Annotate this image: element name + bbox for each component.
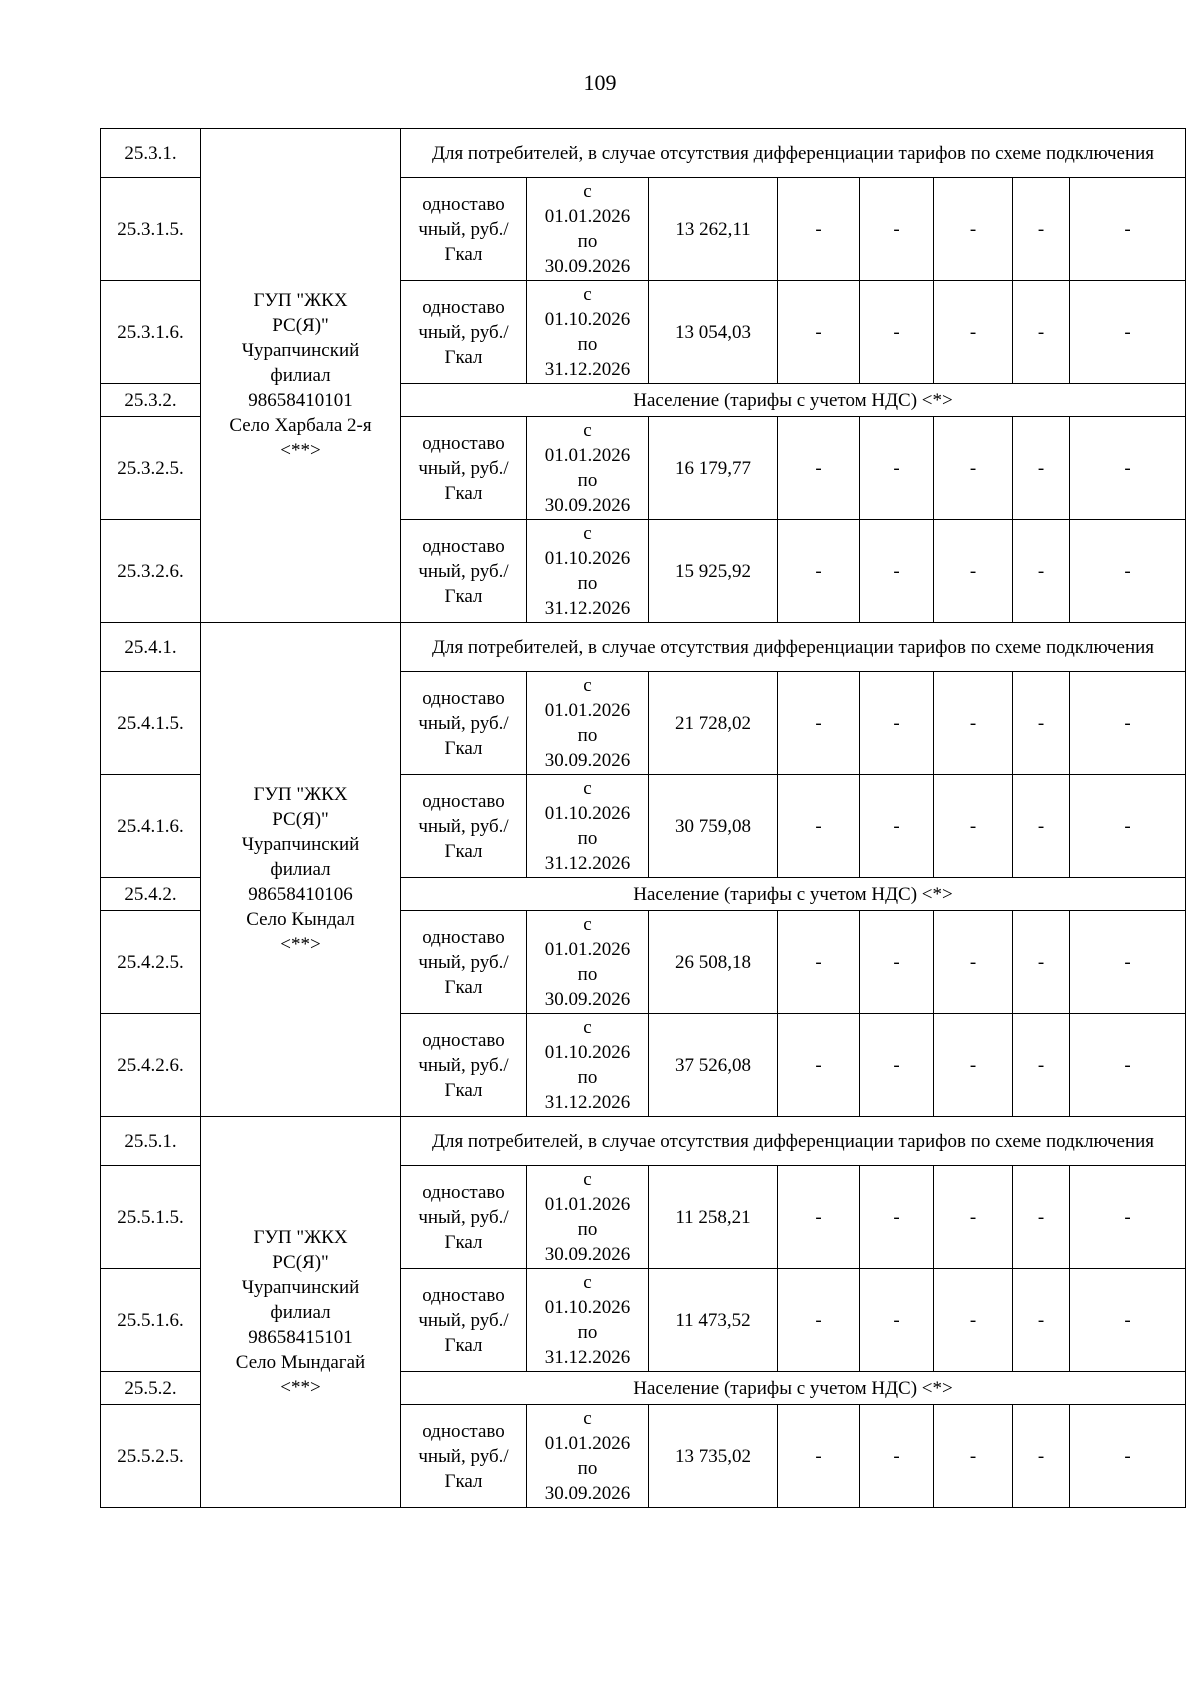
empty-value-cell: - xyxy=(778,417,860,520)
period-line: с xyxy=(583,778,592,799)
period-line: с xyxy=(583,1169,592,1190)
empty-value-cell: - xyxy=(1013,672,1070,775)
empty-value-cell: - xyxy=(860,911,934,1014)
empty-value-cell: - xyxy=(1070,911,1186,1014)
empty-value-cell: - xyxy=(860,775,934,878)
period-line: 01.10.2026 xyxy=(544,1297,631,1318)
tariff-type: одноставо чный, руб./Гкал xyxy=(401,178,527,281)
empty-value-cell: - xyxy=(778,281,860,384)
period-line: 30.09.2026 xyxy=(544,750,631,771)
period-line: 30.09.2026 xyxy=(544,256,631,277)
tariff-period xyxy=(527,1405,649,1508)
section-code: 25.5.2. xyxy=(101,1372,201,1405)
tariff-period xyxy=(527,775,649,878)
tariff-value: 30 759,08 xyxy=(649,775,778,878)
tariff-type: одноставо чный, руб./Гкал xyxy=(401,911,527,1014)
empty-value-cell: - xyxy=(778,1014,860,1117)
organization-cell xyxy=(201,129,401,623)
section-header-row xyxy=(101,623,1186,672)
row-code: 25.3.1.6. xyxy=(101,281,201,384)
empty-value-cell: - xyxy=(1013,1405,1070,1508)
period-line: 31.12.2026 xyxy=(544,359,631,380)
period-line: 31.12.2026 xyxy=(544,1092,631,1113)
empty-value-cell: - xyxy=(1070,672,1186,775)
empty-value-cell: - xyxy=(860,1269,934,1372)
period-line: 30.09.2026 xyxy=(544,495,631,516)
empty-value-cell: - xyxy=(1070,178,1186,281)
empty-value-cell: - xyxy=(1013,1269,1070,1372)
section-code: 25.3.1. xyxy=(101,129,201,178)
organization-line: <**> xyxy=(280,440,321,461)
row-code: 25.4.2.5. xyxy=(101,911,201,1014)
period-line: по xyxy=(577,1458,598,1479)
organization-line: ГУП "ЖКХ xyxy=(253,784,348,805)
organization-line: филиал xyxy=(270,859,331,880)
empty-value-cell: - xyxy=(860,1405,934,1508)
empty-value-cell: - xyxy=(934,1166,1013,1269)
period-line: 01.10.2026 xyxy=(544,309,631,330)
section-code: 25.5.1. xyxy=(101,1117,201,1166)
tariff-type: одноставо чный, руб./Гкал xyxy=(401,520,527,623)
tariff-period xyxy=(527,672,649,775)
organization-line: Чурапчинский xyxy=(241,834,360,855)
period-line: по xyxy=(577,231,598,252)
empty-value-cell: - xyxy=(1013,1014,1070,1117)
period-line: 01.01.2026 xyxy=(544,700,631,721)
tariff-type: одноставо чный, руб./Гкал xyxy=(401,1166,527,1269)
tariff-period xyxy=(527,281,649,384)
organization-line: ГУП "ЖКХ xyxy=(253,1226,348,1248)
organization-line: РС(Я)" xyxy=(272,1251,329,1273)
period-line: с xyxy=(583,284,592,305)
empty-value-cell: - xyxy=(1070,1014,1186,1117)
tariff-value: 16 179,77 xyxy=(649,417,778,520)
empty-value-cell: - xyxy=(934,911,1013,1014)
period-line: 30.09.2026 xyxy=(544,1483,631,1504)
section-title: Население (тарифы с учетом НДС) <*> xyxy=(401,384,1186,417)
empty-value-cell: - xyxy=(934,672,1013,775)
empty-value-cell: - xyxy=(860,281,934,384)
tariff-value: 13 262,11 xyxy=(649,178,778,281)
row-code: 25.3.2.6. xyxy=(101,520,201,623)
organization-line: РС(Я)" xyxy=(272,315,329,336)
section-title: Население (тарифы с учетом НДС) <*> xyxy=(401,878,1186,911)
empty-value-cell: - xyxy=(860,178,934,281)
period-line: 30.09.2026 xyxy=(544,1244,631,1265)
empty-value-cell: - xyxy=(778,520,860,623)
empty-value-cell: - xyxy=(934,281,1013,384)
tariff-value: 11 258,21 xyxy=(649,1166,778,1269)
period-line: с xyxy=(583,675,592,696)
period-line: 31.12.2026 xyxy=(544,853,631,874)
tariff-body xyxy=(101,129,1186,1508)
period-line: 01.10.2026 xyxy=(544,803,631,824)
page-number: 109 xyxy=(583,70,617,95)
tariff-type: одноставо чный, руб./Гкал xyxy=(401,672,527,775)
period-line: 01.01.2026 xyxy=(544,1194,631,1215)
empty-value-cell: - xyxy=(934,1014,1013,1117)
period-line: по xyxy=(577,828,598,849)
empty-value-cell: - xyxy=(1070,775,1186,878)
tariff-type: одноставо чный, руб./Гкал xyxy=(401,775,527,878)
tariff-value: 11 473,52 xyxy=(649,1269,778,1372)
empty-value-cell: - xyxy=(1013,1166,1070,1269)
tariff-type: одноставо чный, руб./Гкал xyxy=(401,281,527,384)
row-code: 25.3.2.5. xyxy=(101,417,201,520)
period-line: 01.01.2026 xyxy=(544,939,631,960)
row-code: 25.3.1.5. xyxy=(101,178,201,281)
organization-line: филиал xyxy=(270,1301,331,1323)
row-code: 25.4.1.5. xyxy=(101,672,201,775)
row-code: 25.5.1.6. xyxy=(101,1269,201,1372)
empty-value-cell: - xyxy=(778,911,860,1014)
empty-value-cell: - xyxy=(1013,417,1070,520)
section-code: 25.4.1. xyxy=(101,623,201,672)
period-line: по xyxy=(577,470,598,491)
tariff-period xyxy=(527,1269,649,1372)
period-line: с xyxy=(583,914,592,935)
organization-line: РС(Я)" xyxy=(272,809,329,830)
tariff-value: 21 728,02 xyxy=(649,672,778,775)
period-line: по xyxy=(577,1322,598,1343)
tariff-value: 26 508,18 xyxy=(649,911,778,1014)
empty-value-cell: - xyxy=(778,1166,860,1269)
tariff-value: 13 735,02 xyxy=(649,1405,778,1508)
period-line: по xyxy=(577,1067,598,1088)
section-header-row xyxy=(101,1117,1186,1166)
section-code: 25.3.2. xyxy=(101,384,201,417)
empty-value-cell: - xyxy=(1070,281,1186,384)
empty-value-cell: - xyxy=(1013,775,1070,878)
period-line: с xyxy=(583,1017,592,1038)
empty-value-cell: - xyxy=(860,1166,934,1269)
row-code: 25.4.2.6. xyxy=(101,1014,201,1117)
period-line: с xyxy=(583,523,592,544)
empty-value-cell: - xyxy=(1013,520,1070,623)
organization-line: <**> xyxy=(280,1376,321,1398)
period-line: с xyxy=(583,420,592,441)
period-line: с xyxy=(583,1272,592,1293)
empty-value-cell: - xyxy=(934,417,1013,520)
empty-value-cell: - xyxy=(1013,911,1070,1014)
tariff-type: одноставо чный, руб./Гкал xyxy=(401,1405,527,1508)
tariff-value: 15 925,92 xyxy=(649,520,778,623)
organization-line: Село Мындагай xyxy=(235,1351,366,1373)
period-line: 01.10.2026 xyxy=(544,548,631,569)
organization-line: Чурапчинский xyxy=(241,340,360,361)
period-line: 01.10.2026 xyxy=(544,1042,631,1063)
period-line: 31.12.2026 xyxy=(544,598,631,619)
organization-line: 98658410106 xyxy=(248,884,353,905)
period-line: по xyxy=(577,334,598,355)
empty-value-cell: - xyxy=(934,1405,1013,1508)
period-line: по xyxy=(577,964,598,985)
section-title: Для потребителей, в случае отсутствия дифференциации тарифов по схеме подключения xyxy=(401,1117,1186,1166)
empty-value-cell: - xyxy=(1070,520,1186,623)
organization-line: Село Харбала 2-я xyxy=(229,415,372,436)
tariff-period xyxy=(527,417,649,520)
period-line: 01.01.2026 xyxy=(544,445,631,466)
empty-value-cell: - xyxy=(1013,281,1070,384)
tariff-table xyxy=(100,128,1186,1508)
organization-line: Село Кындал xyxy=(246,909,355,930)
section-title: Для потребителей, в случае отсутствия дифференциации тарифов по схеме подключения xyxy=(401,623,1186,672)
empty-value-cell: - xyxy=(1013,178,1070,281)
period-line: по xyxy=(577,1219,598,1240)
organization-line: 98658410101 xyxy=(248,390,353,411)
section-title: Население (тарифы с учетом НДС) <*> xyxy=(401,1372,1186,1405)
empty-value-cell: - xyxy=(778,775,860,878)
tariff-value: 37 526,08 xyxy=(649,1014,778,1117)
empty-value-cell: - xyxy=(1070,417,1186,520)
organization-cell xyxy=(201,623,401,1117)
tariff-type: одноставо чный, руб./Гкал xyxy=(401,1269,527,1372)
tariff-type: одноставо чный, руб./Гкал xyxy=(401,1014,527,1117)
empty-value-cell: - xyxy=(860,1014,934,1117)
empty-value-cell: - xyxy=(1070,1269,1186,1372)
empty-value-cell: - xyxy=(778,1269,860,1372)
empty-value-cell: - xyxy=(860,520,934,623)
row-code: 25.5.1.5. xyxy=(101,1166,201,1269)
empty-value-cell: - xyxy=(934,775,1013,878)
organization-line: 98658415101 xyxy=(248,1326,353,1348)
tariff-period xyxy=(527,1166,649,1269)
empty-value-cell: - xyxy=(1070,1405,1186,1508)
organization-line: филиал xyxy=(270,365,331,386)
tariff-type: одноставо чный, руб./Гкал xyxy=(401,417,527,520)
period-line: 31.12.2026 xyxy=(544,1347,631,1368)
section-code: 25.4.2. xyxy=(101,878,201,911)
empty-value-cell: - xyxy=(934,1269,1013,1372)
organization-line: Чурапчинский xyxy=(241,1276,360,1298)
period-line: 01.01.2026 xyxy=(544,1433,631,1454)
tariff-period xyxy=(527,1014,649,1117)
empty-value-cell: - xyxy=(778,1405,860,1508)
period-line: с xyxy=(583,1408,592,1429)
organization-cell xyxy=(201,1117,401,1508)
empty-value-cell: - xyxy=(934,178,1013,281)
tariff-period xyxy=(527,178,649,281)
empty-value-cell: - xyxy=(1070,1166,1186,1269)
empty-value-cell: - xyxy=(778,672,860,775)
organization-line: <**> xyxy=(280,934,321,955)
empty-value-cell: - xyxy=(860,417,934,520)
tariff-period xyxy=(527,911,649,1014)
empty-value-cell: - xyxy=(860,672,934,775)
empty-value-cell: - xyxy=(778,178,860,281)
empty-value-cell: - xyxy=(934,520,1013,623)
period-line: по xyxy=(577,725,598,746)
period-line: по xyxy=(577,573,598,594)
row-code: 25.4.1.6. xyxy=(101,775,201,878)
organization-line: ГУП "ЖКХ xyxy=(253,290,348,311)
period-line: с xyxy=(583,181,592,202)
tariff-period xyxy=(527,520,649,623)
row-code: 25.5.2.5. xyxy=(101,1405,201,1508)
section-title: Для потребителей, в случае отсутствия дифференциации тарифов по схеме подключения xyxy=(401,129,1186,178)
period-line: 01.01.2026 xyxy=(544,206,631,227)
section-header-row xyxy=(101,129,1186,178)
period-line: 30.09.2026 xyxy=(544,989,631,1010)
tariff-value: 13 054,03 xyxy=(649,281,778,384)
